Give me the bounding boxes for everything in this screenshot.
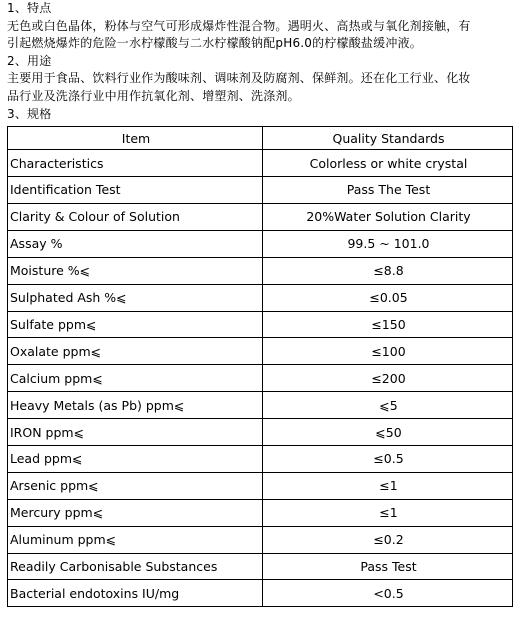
standard-cell: ≤8.8 — [263, 257, 513, 284]
standard-cell: Colorless or white crystal — [263, 150, 513, 177]
item-cell: Moisture %⩽ — [8, 257, 263, 284]
standard-cell: ≤1 — [263, 472, 513, 499]
uses-line-2: 品行业及洗涤行业中用作抗氧化剂、增塑剂、洗涤剂。 — [7, 88, 300, 103]
table-row — [8, 150, 513, 177]
section-heading-features: 1、特点 — [7, 1, 52, 15]
table-row — [8, 580, 513, 607]
standard-cell: Pass Test — [263, 553, 513, 580]
item-cell: Bacterial endotoxins IU/mg — [8, 580, 263, 607]
standard-cell: 20%Water Solution Clarity — [263, 203, 513, 230]
table-row — [8, 203, 513, 230]
item-cell: Heavy Metals (as Pb) ppm⩽ — [8, 392, 263, 419]
table-row — [8, 526, 513, 553]
header-quality-standards: Quality Standards — [263, 127, 513, 150]
section-heading-uses: 2、用途 — [7, 53, 52, 68]
section-heading-specs: 3、规格 — [7, 106, 52, 121]
table-row — [8, 257, 513, 284]
standard-cell: ≤150 — [263, 311, 513, 338]
table-row — [8, 311, 513, 338]
table-row — [8, 365, 513, 392]
standard-cell: ≤1 — [263, 499, 513, 526]
item-cell: Aluminum ppm⩽ — [8, 526, 263, 553]
table-row — [8, 553, 513, 580]
standard-cell: ≤0.5 — [263, 445, 513, 472]
table-row — [8, 499, 513, 526]
table-row — [8, 338, 513, 365]
standard-cell: <0.5 — [263, 580, 513, 607]
standard-cell: ≤0.2 — [263, 526, 513, 553]
uses-line-1: 主要用于食品、饮料行业作为酸味剂、调味剂及防腐剂、保鲜剂。还在化工行业、化妆 — [7, 71, 471, 86]
standard-cell: 99.5 ~ 101.0 — [263, 230, 513, 257]
standard-cell: Pass The Test — [263, 177, 513, 204]
standard-cell: ≤100 — [263, 338, 513, 365]
item-cell: Lead ppm⩽ — [8, 445, 263, 472]
standard-cell: ≤200 — [263, 365, 513, 392]
item-cell: Oxalate ppm⩽ — [8, 338, 263, 365]
item-cell: Clarity & Colour of Solution — [8, 203, 263, 230]
table-row — [8, 177, 513, 204]
standard-cell: ⩽50 — [263, 419, 513, 446]
item-cell: Assay % — [8, 230, 263, 257]
table-header-row — [8, 127, 513, 150]
table-row — [8, 419, 513, 446]
item-cell: IRON ppm⩽ — [8, 419, 263, 446]
item-cell: Sulfate ppm⩽ — [8, 311, 263, 338]
features-line-1: 无色或白色晶体，粉体与空气可形成爆炸性混合物。遇明火、高热或与氧化剂接触，有 — [7, 18, 471, 33]
item-cell: Calcium ppm⩽ — [8, 365, 263, 392]
item-cell: Readily Carbonisable Substances — [8, 553, 263, 580]
item-cell: Characteristics — [8, 150, 263, 177]
table-row — [8, 230, 513, 257]
spec-table — [7, 126, 513, 607]
item-cell: Mercury ppm⩽ — [8, 499, 263, 526]
standard-cell: ≤0.05 — [263, 284, 513, 311]
item-cell: Identification Test — [8, 177, 263, 204]
description-block — [7, 0, 512, 123]
item-cell: Sulphated Ash %⩽ — [8, 284, 263, 311]
table-row — [8, 472, 513, 499]
table-row — [8, 392, 513, 419]
item-cell: Arsenic ppm⩽ — [8, 472, 263, 499]
table-row — [8, 284, 513, 311]
table-row — [8, 445, 513, 472]
standard-cell: ⩽5 — [263, 392, 513, 419]
features-line-2: 引起燃烧爆炸的危险一水柠檬酸与二水柠檬酸钠配pH6.0的柠檬酸盐缓冲液。 — [7, 36, 422, 51]
header-item: Item — [8, 127, 263, 150]
